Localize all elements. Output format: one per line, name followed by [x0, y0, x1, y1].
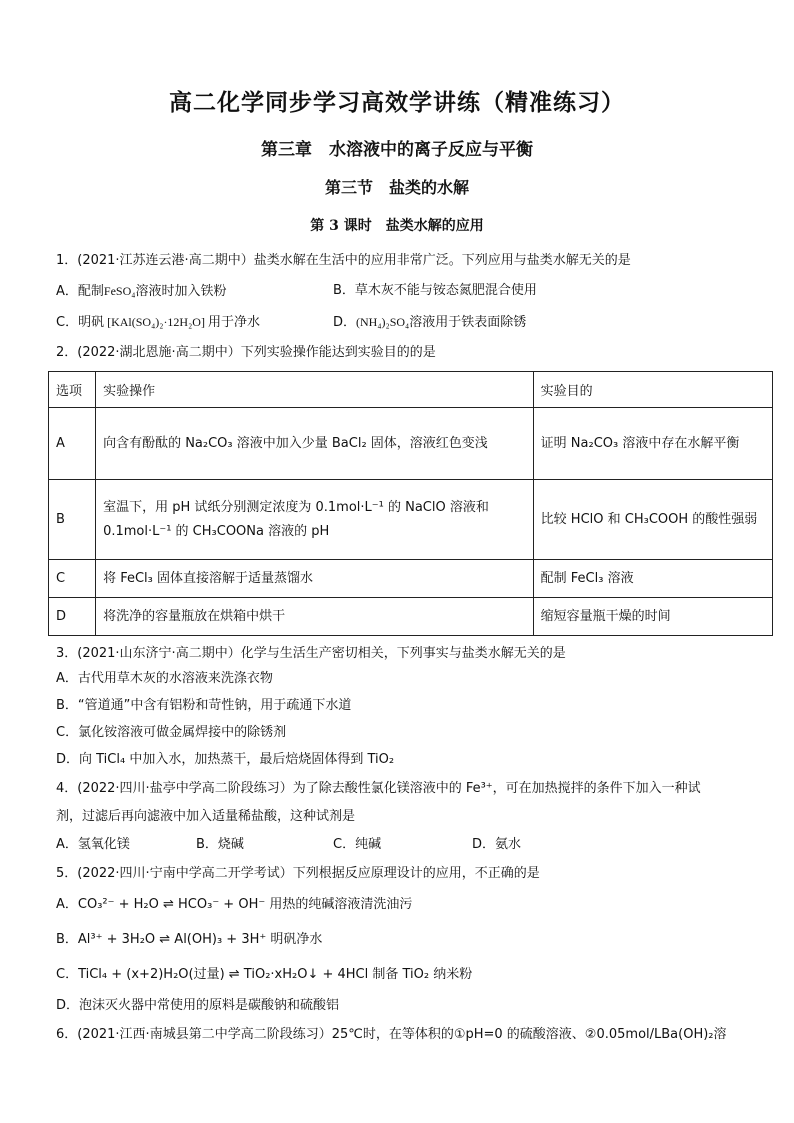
table-row — [49, 560, 773, 598]
q1-stem: 1．(2021·江苏连云港·高二期中）盐类水解在生活中的应用非常广泛。下列应用与盐类水解无关的是 — [56, 253, 631, 268]
q6-stem: 6．(2021·江西·南城县第二中学高二阶段练习）25℃时，在等体积的①pH=0 的硫酸溶液、②0.05mol/LBa(OH)₂溶 — [56, 1027, 727, 1042]
q1-a-chem: FeSO₄ — [103, 284, 136, 298]
row-goal: 配制 FeCl₃ 溶液 — [533, 560, 772, 598]
row-goal: 证明 Na₂CO₃ 溶液中存在水解平衡 — [533, 408, 772, 480]
document-title: 高二化学同步学习高效学讲练（精准练习） — [169, 90, 625, 116]
header-operation: 实验操作 — [96, 372, 534, 408]
table-row — [49, 408, 773, 480]
q3-option-b: B．“管道通”中含有铝粉和苛性钠，用于疏通下水道 — [56, 698, 352, 713]
q1-d-chem: (NH₄)₂SO₄ — [356, 315, 410, 329]
q3-stem: 3．(2021·山东济宁·高二期中）化学与生活生产密切相关，下列事实与盐类水解无关的是 — [56, 646, 566, 661]
q4-option-c: C．纯碱 — [333, 837, 382, 852]
row-operation: 将 FeCl₃ 固体直接溶解于适量蒸馏水 — [96, 560, 534, 598]
row-goal: 比较 HClO 和 CH₃COOH 的酸性强弱 — [533, 480, 772, 560]
table-header-row — [49, 372, 773, 408]
q3-option-c: C．氯化铵溶液可做金属焊接中的除锈剂 — [56, 725, 287, 740]
row-goal: 缩短容量瓶干燥的时间 — [533, 598, 772, 636]
q1-a-pre: A．配制 — [56, 284, 104, 299]
q5-option-a: A．CO₃²⁻ + H₂O ⇌ HCO₃⁻ + OH⁻ 用热的纯碱溶液清洗油污 — [56, 897, 413, 912]
q4-stem-line1: 4．(2022·四川·盐亭中学高二阶段练习）为了除去酸性氯化镁溶液中的 Fe³⁺，可在加热搅拌的条件下加入一种试 — [56, 781, 701, 796]
q1-option-d — [333, 313, 526, 332]
q1-c-pre: C．明矾 — [56, 315, 105, 330]
experiment-table — [48, 371, 773, 636]
q1-c-post: 用于净水 — [207, 315, 260, 330]
row-option: D — [49, 598, 96, 636]
q1-option-a — [56, 282, 226, 301]
section-title: 第三节 盐类的水解 — [324, 178, 469, 197]
q1-d-post: 溶液用于铁表面除锈 — [409, 315, 527, 330]
row-operation: 将洗净的容量瓶放在烘箱中烘干 — [96, 598, 534, 636]
row-option: A — [49, 408, 96, 480]
q3-option-a: A．古代用草木灰的水溶液来洗涤衣物 — [56, 671, 273, 686]
q1-option-b: B．草木灰不能与铵态氮肥混合使用 — [333, 283, 537, 298]
lesson-title: 第 3 课时 盐类水解的应用 — [310, 218, 484, 234]
header-goal: 实验目的 — [533, 372, 772, 408]
q1-d-pre: D． — [333, 315, 357, 330]
q2-stem: 2．(2022·湖北恩施·高二期中）下列实验操作能达到实验目的的是 — [56, 345, 436, 360]
q5-option-b: B．Al³⁺ + 3H₂O ⇌ Al(OH)₃ + 3H⁺ 明矾净水 — [56, 932, 323, 947]
table-row — [49, 598, 773, 636]
chapter-title: 第三章 水溶液中的离子反应与平衡 — [261, 140, 533, 160]
row-option: B — [49, 480, 96, 560]
q1-a-post: 溶液时加入铁粉 — [135, 284, 227, 299]
header-option: 选项 — [49, 372, 96, 408]
row-operation: 向含有酚酞的 Na₂CO₃ 溶液中加入少量 BaCl₂ 固体，溶液红色变浅 — [96, 408, 534, 480]
table-row — [49, 480, 773, 560]
q4-option-d: D．氨水 — [472, 837, 522, 852]
q3-option-d: D．向 TiCl₄ 中加入水，加热蒸干，最后焙烧固体得到 TiO₂ — [56, 752, 395, 767]
row-option: C — [49, 560, 96, 598]
q4-stem-line2: 剂，过滤后再向滤液中加入适量稀盐酸，这种试剂是 — [56, 809, 356, 824]
q5-option-d: D．泡沫灭火器中常使用的原料是碳酸钠和硫酸铝 — [56, 998, 340, 1013]
q4-option-a: A．氢氧化镁 — [56, 837, 130, 852]
q1-c-chem: [KAl(SO₄)₂·12H₂O] — [107, 315, 205, 329]
q5-stem: 5．(2022·四川·宁南中学高二开学考试）下列根据反应原理设计的应用，不正确的是 — [56, 866, 540, 881]
q1-option-c — [56, 313, 260, 332]
q5-option-c: C．TiCl₄ + (x+2)H₂O(过量) ⇌ TiO₂·xH₂O↓ + 4HCl 制备 TiO₂ 纳米粉 — [56, 967, 473, 982]
q4-option-b: B．烧碱 — [196, 837, 244, 852]
row-operation: 室温下，用 pH 试纸分别测定浓度为 0.1mol·L⁻¹ 的 NaClO 溶液和 0.1mol·L⁻¹ 的 CH₃COONa 溶液的 pH — [96, 480, 534, 560]
